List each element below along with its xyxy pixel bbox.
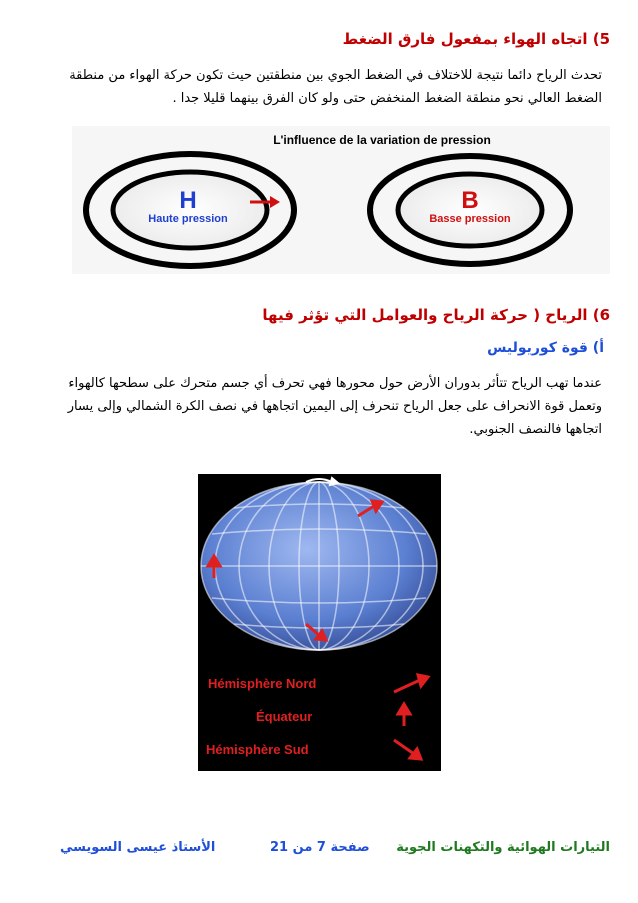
high-letter: H [179,187,197,214]
pressure-figure [72,126,610,274]
legend-equator-label: Équateur [256,709,313,724]
section5-heading: 5) اتجاه الهواء بمفعول فارق الضغط [342,30,610,48]
legend-south-label: Hémisphère Sud [206,742,309,757]
high-label: Haute pression [148,213,228,225]
footer-page-number: صفحة 7 من 21 [270,840,370,855]
low-label: Basse pression [429,213,511,225]
section5-paragraph: تحدث الرياح دائما نتيجة للاختلاف في الضغط الجوي بين منطقتين حيث تكون حركة الهواء من منطقة الضغط العالي نحو منطقة الضغط المنخفض حتى ولو كان الفرق بينهما قليلا جدا . [69,68,602,106]
page-footer [60,840,610,864]
footer-author: الأستاذ عيسى السويسي [60,840,216,855]
coriolis-figure [198,474,441,771]
legend-north-label: Hémisphère Nord [208,676,317,691]
figure-title: L'influence de la variation de pression [273,133,491,147]
section6-subheading: أ) قوة كوريوليس [487,340,604,356]
low-letter: B [461,187,479,214]
section6-heading: 6) الرياح ( حركة الرياح والعوامل التي تؤثر فيها [262,306,610,324]
footer-title: التيارات الهوائية والتكهنات الجوية [396,840,610,855]
section6-paragraph: عندما تهب الرياح تتأثر بدوران الأرض حول محورها فهي تحرف أي جسم متحرك على سطحها كالهواء وتعمل قوة الانحراف على جعل الرياح تنحرف إلى اليمين اتجاهها في نصف الكرة الشمالي وإلى يسار اتجاهها فالنصف الجنوبي. [67,376,602,437]
